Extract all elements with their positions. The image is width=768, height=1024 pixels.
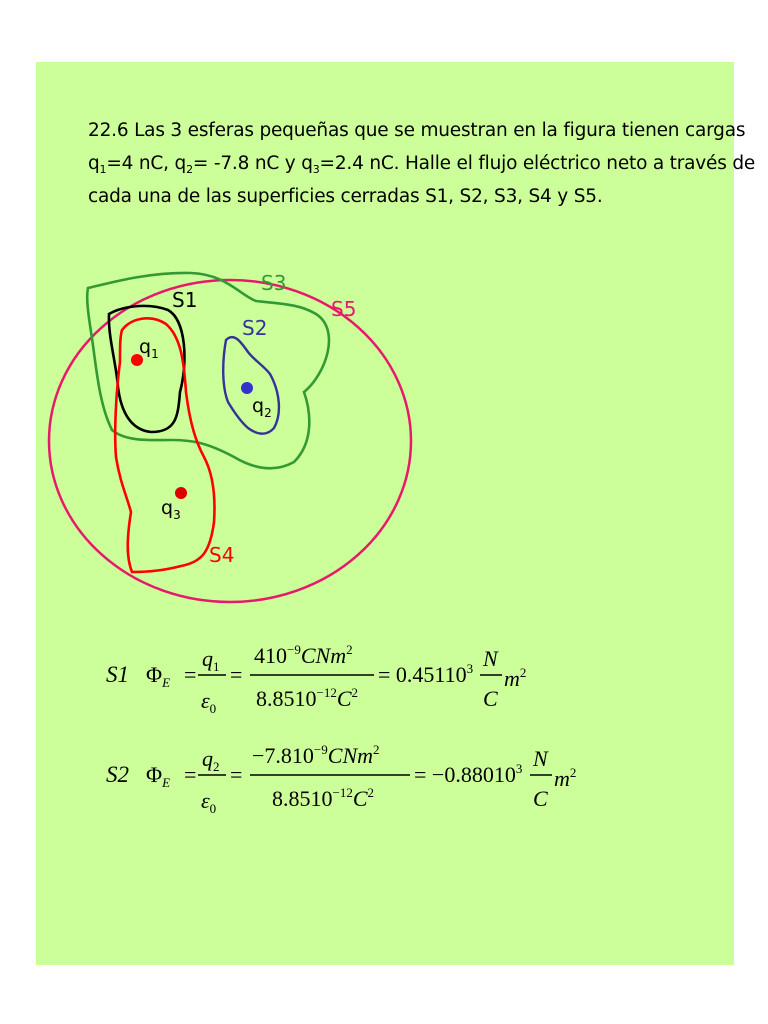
eq1-den-units: C: [336, 686, 352, 711]
slide: [36, 62, 756, 965]
label-s3: S3: [261, 271, 287, 295]
label-q2: [252, 395, 272, 420]
label-q2-sub: 2: [264, 406, 272, 420]
eq2-den-units: C: [352, 786, 368, 811]
label-q3-sub: 3: [173, 508, 181, 522]
label-s2: S2: [242, 316, 268, 340]
eq1-unit-m-sym: m: [504, 666, 520, 691]
eq2-result: [414, 761, 522, 787]
q1-symbol: q: [88, 153, 100, 174]
charge-q2-dot: [241, 382, 253, 394]
label-q1-sub: 1: [151, 347, 159, 361]
charge-q3-dot: [175, 487, 187, 499]
eq2-den-main: 8.8510: [272, 786, 333, 811]
eq1-unit-n: N: [483, 646, 498, 671]
label-q2-sym: q: [252, 395, 265, 417]
eq2-result-val: = −0.88010: [414, 762, 516, 787]
problem-line-1: 22.6 Las 3 esferas pequeñas que se muestran en la figura tienen cargas: [88, 120, 746, 141]
eq2-result-exp: 3: [515, 761, 523, 776]
eq1-num-units-exp: 2: [346, 642, 353, 657]
label-q1-sym: q: [139, 336, 152, 358]
surface-s3-outline: [87, 273, 329, 468]
label-s4: S4: [209, 543, 235, 567]
eq1-phi-sym: Φ: [146, 662, 163, 687]
eq1-unit-m-exp: 2: [519, 665, 527, 680]
eq2-phi-sub: E: [162, 775, 171, 790]
eq2-unit-c: C: [533, 786, 548, 811]
eq1-den-main: 8.8510: [256, 686, 317, 711]
eq1-phi: [146, 662, 170, 690]
eq2-eps-sym: ε: [201, 788, 210, 813]
q1-subscript: 1: [99, 163, 107, 176]
eq1-frac-den: [256, 685, 358, 711]
eq2-phi-sym: Φ: [146, 762, 163, 787]
eq2-num-units-exp: 2: [373, 742, 380, 757]
eq1-num-exp: −9: [287, 642, 301, 657]
equation-s2: [106, 730, 706, 820]
eq2-unit-n: N: [533, 746, 548, 771]
eq2-den-units-exp: 2: [367, 785, 375, 800]
eq2-frac-den: [272, 785, 374, 811]
label-q3-sym: q: [161, 497, 174, 519]
eq2-eps-sub: 0: [209, 801, 217, 816]
eq1-unit-m: [504, 665, 526, 691]
eq2-unit-m-sym: m: [554, 766, 570, 791]
eq2-q-sym: q: [202, 746, 213, 771]
eq2-unit-m: [554, 765, 576, 791]
eq1-label: S1: [106, 662, 129, 687]
eq2-num-main: −7.810: [252, 743, 314, 768]
eq2-label: S2: [106, 762, 129, 787]
label-s1: S1: [172, 288, 198, 312]
eq1-result-val: = 0.45110: [378, 662, 467, 687]
eq1-num-main: 410: [254, 643, 287, 668]
eq1-eq-a: =: [184, 662, 197, 687]
eq2-unit-m-exp: 2: [569, 765, 577, 780]
label-q3: [161, 497, 181, 522]
eq2-num-exp: −9: [313, 742, 328, 757]
eq2-frac-num: [252, 742, 380, 768]
surfaces-figure: [36, 62, 746, 622]
eq2-q: [202, 746, 220, 774]
eq1-result: [378, 661, 473, 687]
q3-value: =2.4 nC. Halle el flujo eléctrico neto a través de: [319, 153, 756, 174]
eq1-q-sym: q: [202, 646, 213, 671]
eq2-eq-b: =: [230, 762, 243, 787]
label-s5: S5: [331, 297, 357, 321]
q2-symbol: q: [174, 153, 187, 174]
eq2-eq-a: =: [184, 762, 197, 787]
equation-s1: [106, 630, 706, 720]
eq1-eps: [201, 688, 216, 716]
eq1-q: [202, 646, 220, 674]
q3-subscript: 3: [312, 163, 320, 176]
q2-value: = -7.8 nC y: [192, 153, 302, 174]
eq1-eps-sub: 0: [209, 701, 217, 716]
eq1-den-exp: −12: [316, 685, 337, 700]
eq2-num-units: CNm: [327, 743, 374, 768]
eq1-result-exp: 3: [466, 661, 474, 676]
problem-line-3: cada una de las superficies cerradas S1, S2, S3, S4 y S5.: [88, 186, 603, 207]
eq1-eps-sym: ε: [201, 688, 210, 713]
surface-s4-outline: [115, 318, 214, 572]
eq2-den-exp: −12: [332, 785, 353, 800]
eq1-q-sub: 1: [213, 659, 220, 674]
eq2-q-sub: 2: [213, 759, 220, 774]
eq1-unit-c: C: [483, 686, 498, 711]
q1-value: =4 nC,: [106, 153, 175, 174]
label-q1: [139, 336, 159, 361]
q2-subscript: 2: [186, 163, 193, 176]
eq1-frac-num: [254, 642, 353, 668]
eq1-eq-b: =: [230, 662, 243, 687]
eq2-eps: [201, 788, 216, 816]
eq2-phi: [146, 762, 170, 790]
eq1-den-units-exp: 2: [351, 685, 359, 700]
eq1-num-units: CNm: [300, 643, 347, 668]
q3-symbol: q: [301, 153, 313, 174]
eq1-phi-sub: E: [162, 675, 171, 690]
